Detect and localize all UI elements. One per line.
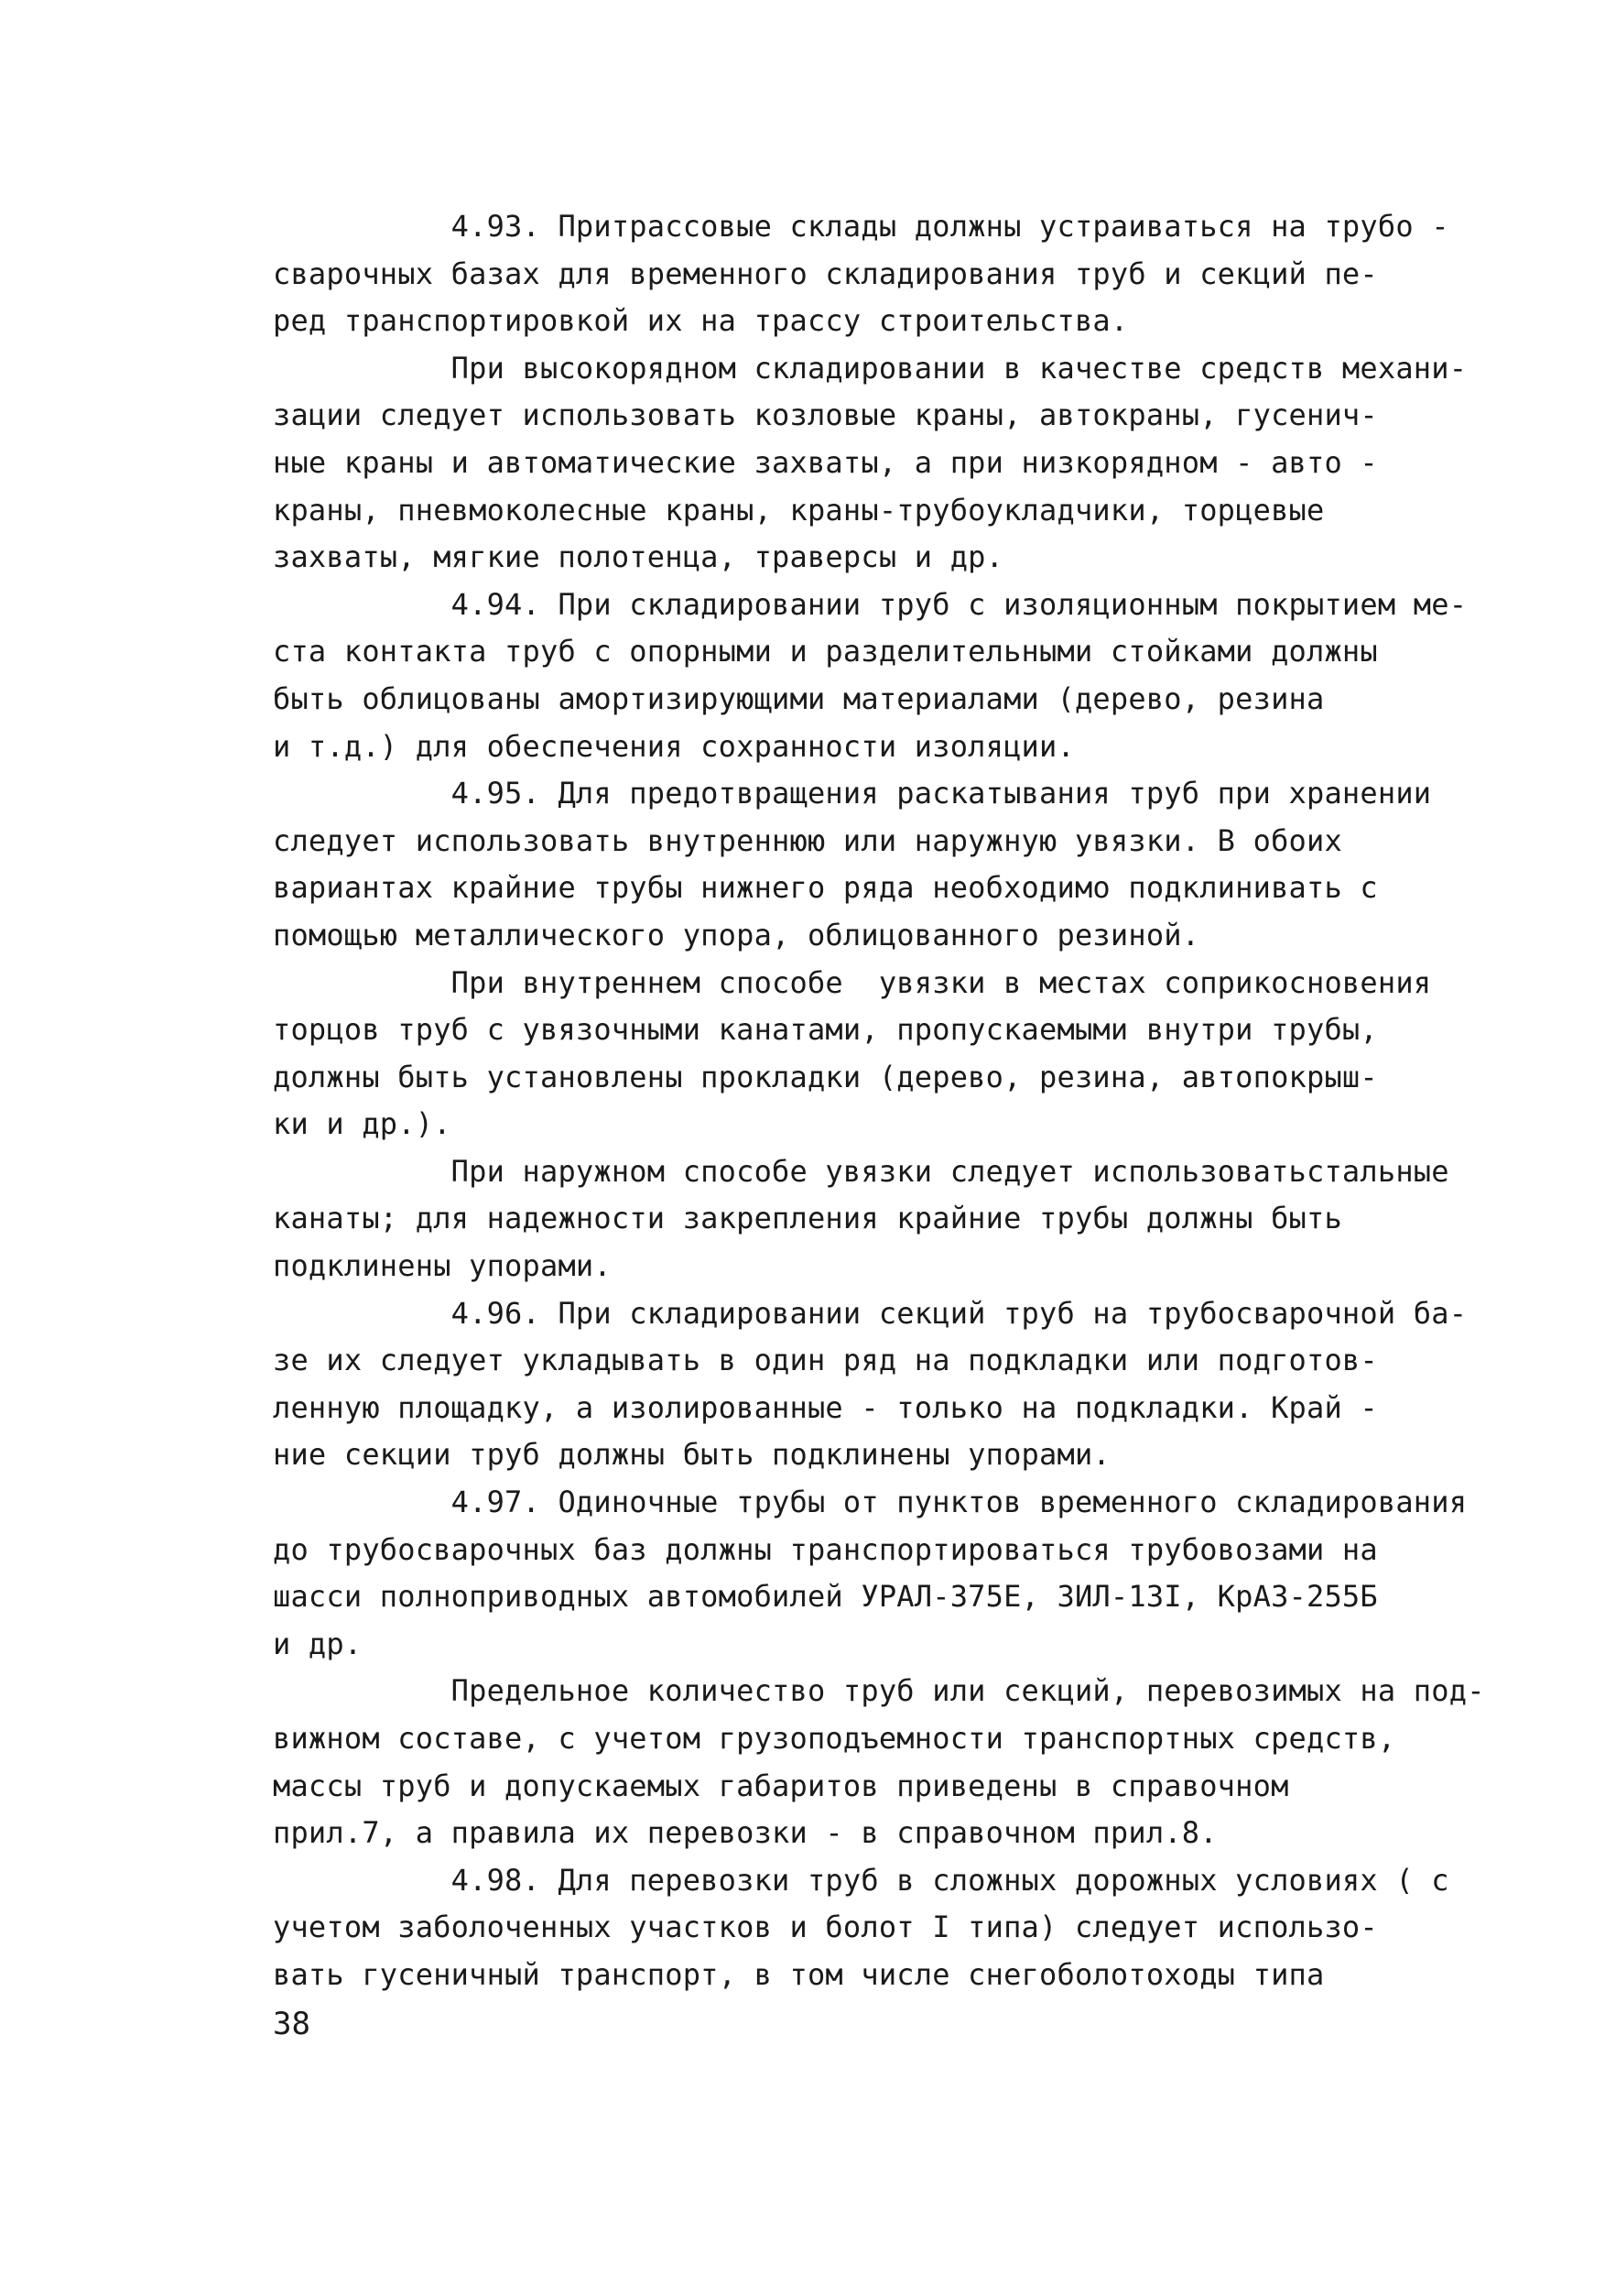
text-line: сварочных базах для временного складирования труб и секций пе- [273,256,1378,291]
page-number: 38 [273,2006,310,2042]
text-line: 4.98. Для перевозки труб в сложных дорожных условиях ( с [273,1862,1449,1898]
text-line: ки и др.). [273,1106,451,1142]
text-line: шасси полноприводных автомобилей УРАЛ-375Е, ЗИЛ-13I, КрАЗ-255Б [273,1579,1378,1615]
text-line: 4.96. При складировании секций труб на трубосварочной ба- [273,1295,1468,1331]
text-line: и т.д.) для обеспечения сохранности изоляции. [273,728,1075,764]
text-line: 4.97. Одиночные трубы от пунктов временного складирования [273,1485,1468,1520]
text-line: массы труб и допускаемых габаритов приведены в справочном [273,1768,1289,1803]
text-line: вижном составе, с учетом грузоподъемности транспортных средств, [273,1721,1396,1756]
text-line: ние секции труб должны быть подклинены упорами. [273,1437,1111,1473]
text-line: Предельное количество труб или секций, перевозимых на под- [273,1673,1485,1709]
text-line: При наружном способе увязки следует использоватьстальные [273,1153,1449,1189]
text-line: ные краны и автоматические захваты, а при низкорядном - авто - [273,444,1378,480]
text-line: учетом заболоченных участков и болот I типа) следует использо- [273,1910,1378,1945]
text-line: зации следует использовать козловые краны, автокраны, гусенич- [273,397,1378,433]
text-line: 4.94. При складировании труб с изоляционным покрытием ме- [273,586,1468,622]
text-line: быть облицованы амортизирующими материалами (дерево, резина [273,680,1325,716]
text-line: подклинены упорами. [273,1248,612,1284]
text-line: краны, пневмоколесные краны, краны-трубоукладчики, торцевые [273,492,1325,528]
text-line: следует использовать внутреннюю или наружную увязки. В обоих [273,822,1342,858]
text-line: ста контакта труб с опорными и разделительными стойками должны [273,634,1378,669]
text-line: При внутреннем способе увязки в местах соприкосновения [273,964,1432,1000]
text-line: помощью металлического упора, облицованного резиной. [273,917,1200,952]
text-line: вариантах крайние трубы нижнего ряда необходимо подклинивать с [273,870,1378,906]
text-line: должны быть установлены прокладки (дерево, резина, автопокрыш- [273,1059,1378,1094]
text-line: до трубосварочных баз должны транспортироваться трубовозами на [273,1531,1378,1567]
text-line: прил.7, а правила их перевозки - в справочном прил.8. [273,1815,1218,1851]
text-line: ленную площадку, а изолированные - только на подкладки. Край - [273,1389,1378,1425]
text-line: канаты; для надежности закрепления крайние трубы должны быть [273,1201,1342,1236]
text-line: зе их следует укладывать в один ряд на подкладки или подготов- [273,1343,1378,1378]
text-line: При высокорядном складировании в качестве средств механи- [273,350,1468,386]
body-text [273,203,1485,1999]
text-line: ред транспортировкой их на трассу строительства. [273,303,1129,339]
text-line: 4.95. Для предотвращения раскатывания труб при хранении [273,776,1432,811]
text-line: и др. [273,1626,363,1661]
text-line: вать гусеничный транспорт, в том числе снегоболотоходы типа [273,1956,1325,1992]
text-line: 4.93. Притрассовые склады должны устраиваться на трубо - [273,209,1449,244]
text-line: торцов труб с увязочными канатами, пропускаемыми внутри трубы, [273,1012,1378,1048]
text-line: захваты, мягкие полотенца, траверсы и др. [273,539,1004,575]
